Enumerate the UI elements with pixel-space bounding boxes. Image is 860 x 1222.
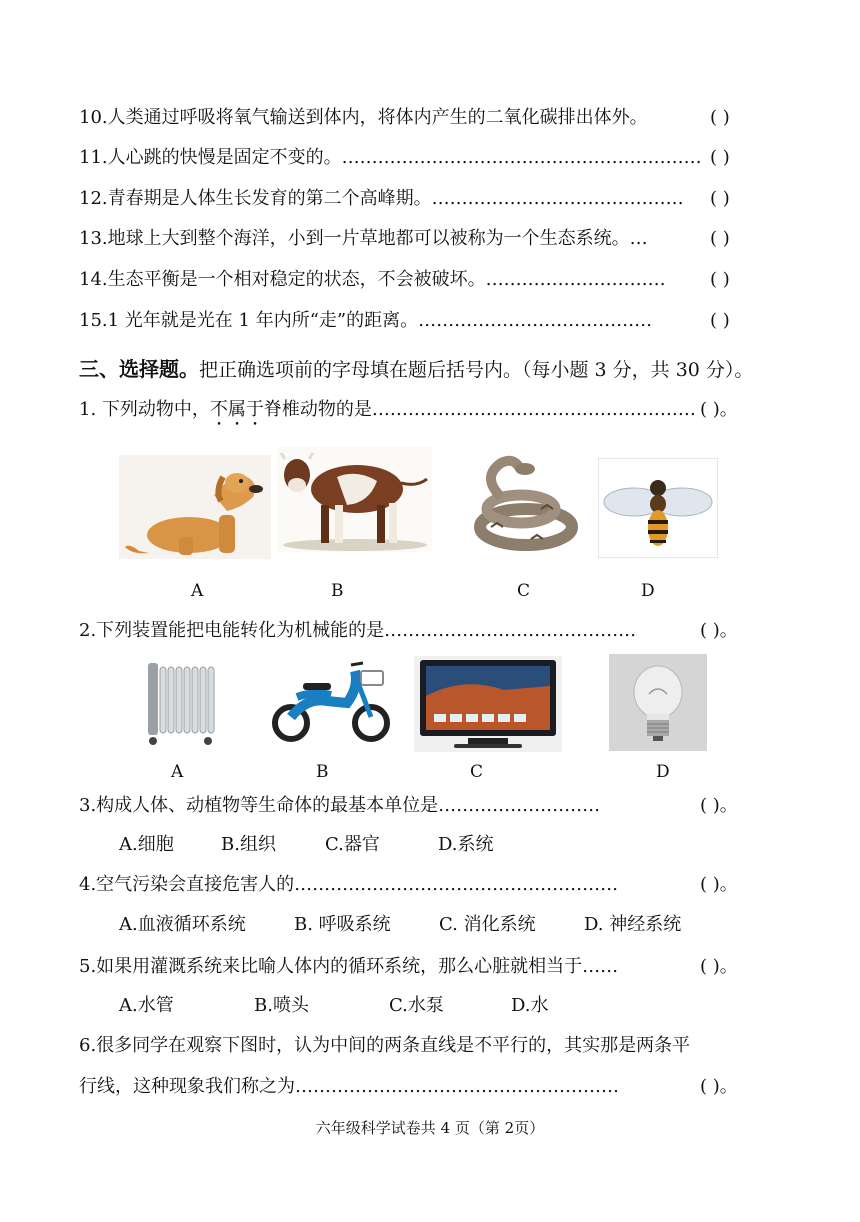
answer-paren-q1[interactable]: ( )。 (700, 399, 738, 420)
answer-paren-13[interactable]: ( ) (710, 228, 730, 249)
page-footer: 六年级科学试卷共 4 页（第 2页） (315, 1119, 545, 1137)
q5-option-d: D.水 (511, 995, 549, 1016)
answer-paren-12[interactable]: ( ) (710, 188, 730, 209)
answer-paren-q2[interactable]: ( )。 (700, 620, 738, 641)
q2-option-label-c: C (470, 762, 484, 782)
q5-option-c: C.水泵 (389, 995, 444, 1016)
answer-paren-q5[interactable]: ( )。 (700, 956, 738, 977)
answer-paren-15[interactable]: ( ) (710, 310, 730, 331)
question-1 (79, 398, 696, 430)
q4-options (119, 913, 681, 937)
answer-paren-q6[interactable]: ( )。 (700, 1076, 738, 1097)
question-6-line-1: 6.很多同学在观察下图时，认为中间的两条直线是不平行的，其实那是两条平 (79, 1035, 691, 1056)
question-10: 10.人类通过呼吸将氧气输送到体内，将体内产生的二氧化碳排出体外。 (79, 107, 648, 128)
question-6-line-2: 行线，这种现象我们称之为……………………………………………… (79, 1076, 619, 1097)
q3-option-b: B.组织 (221, 834, 276, 855)
question-14: 14.生态平衡是一个相对稳定的状态，不会被破坏。………………………… (79, 269, 666, 290)
electric-scooter-photo (267, 657, 392, 743)
cow-photo (277, 447, 432, 552)
q1-option-label-a: A (191, 581, 204, 601)
q1-option-label-b: B (331, 581, 344, 601)
bee-photo (598, 458, 718, 558)
television-photo (414, 656, 562, 752)
question-1-prefix: 1. 下列动物中， (79, 399, 210, 420)
q1-option-label-c: C (517, 581, 531, 601)
q4-option-a: A.血液循环系统 (119, 914, 246, 935)
q4-option-d: D. 神经系统 (584, 914, 682, 935)
q3-option-d: D.系统 (438, 834, 494, 855)
question-4: 4.空气污染会直接危害人的……………………………………………… (79, 874, 619, 895)
q2-option-label-b: B (316, 762, 329, 782)
question-2: 2.下列装置能把电能转化为机械能的是…………………………………… (79, 620, 637, 641)
q3-option-c: C.器官 (325, 834, 380, 855)
light-bulb-photo (609, 654, 707, 751)
question-15: 15.1 光年就是光在 1 年内所“走”的距离。………………………………… (79, 310, 653, 331)
answer-paren-10[interactable]: ( ) (710, 107, 730, 128)
snake-photo (441, 447, 591, 557)
answer-paren-14[interactable]: ( ) (710, 269, 730, 290)
q1-option-label-d: D (641, 581, 655, 601)
question-13: 13.地球上大到整个海洋，小到一片草地都可以被称为一个生态系统。… (79, 228, 648, 249)
q5-option-b: B.喷头 (254, 995, 309, 1016)
q2-option-label-a: A (171, 762, 184, 782)
question-12: 12.青春期是人体生长发育的第二个高峰期。…………………………………… (79, 188, 684, 209)
question-11: 11.人心跳的快慢是固定不变的。…………………………………………………… (79, 147, 702, 168)
q3-options (119, 833, 494, 857)
question-3: 3.构成人体、动植物等生命体的最基本单位是……………………… (79, 795, 601, 816)
section-title: 三、选择题。 (79, 357, 199, 381)
q2-option-label-d: D (656, 762, 670, 782)
oil-heater-photo (140, 657, 220, 747)
answer-paren-q3[interactable]: ( )。 (700, 795, 738, 816)
answer-paren-11[interactable]: ( ) (710, 147, 730, 168)
q3-option-a: A.细胞 (119, 834, 174, 855)
section-instruction: 把正确选项前的字母填在题后括号内。（每小题 3 分，共 30 分）。 (199, 359, 754, 381)
section-three-heading (79, 356, 753, 383)
answer-paren-q4[interactable]: ( )。 (700, 874, 738, 895)
q4-option-b: B. 呼吸系统 (294, 914, 391, 935)
question-5: 5.如果用灌溉系统来比喻人体内的循环系统，那么心脏就相当于…… (79, 956, 619, 977)
question-1-emphasis: 不属于 (209, 399, 264, 420)
q5-options (119, 994, 549, 1018)
q5-option-a: A.水管 (119, 995, 174, 1016)
q4-option-c: C. 消化系统 (439, 914, 536, 935)
question-1-suffix: 脊椎动物的是……………………………………………… (263, 399, 696, 420)
dog-photo (119, 455, 271, 559)
